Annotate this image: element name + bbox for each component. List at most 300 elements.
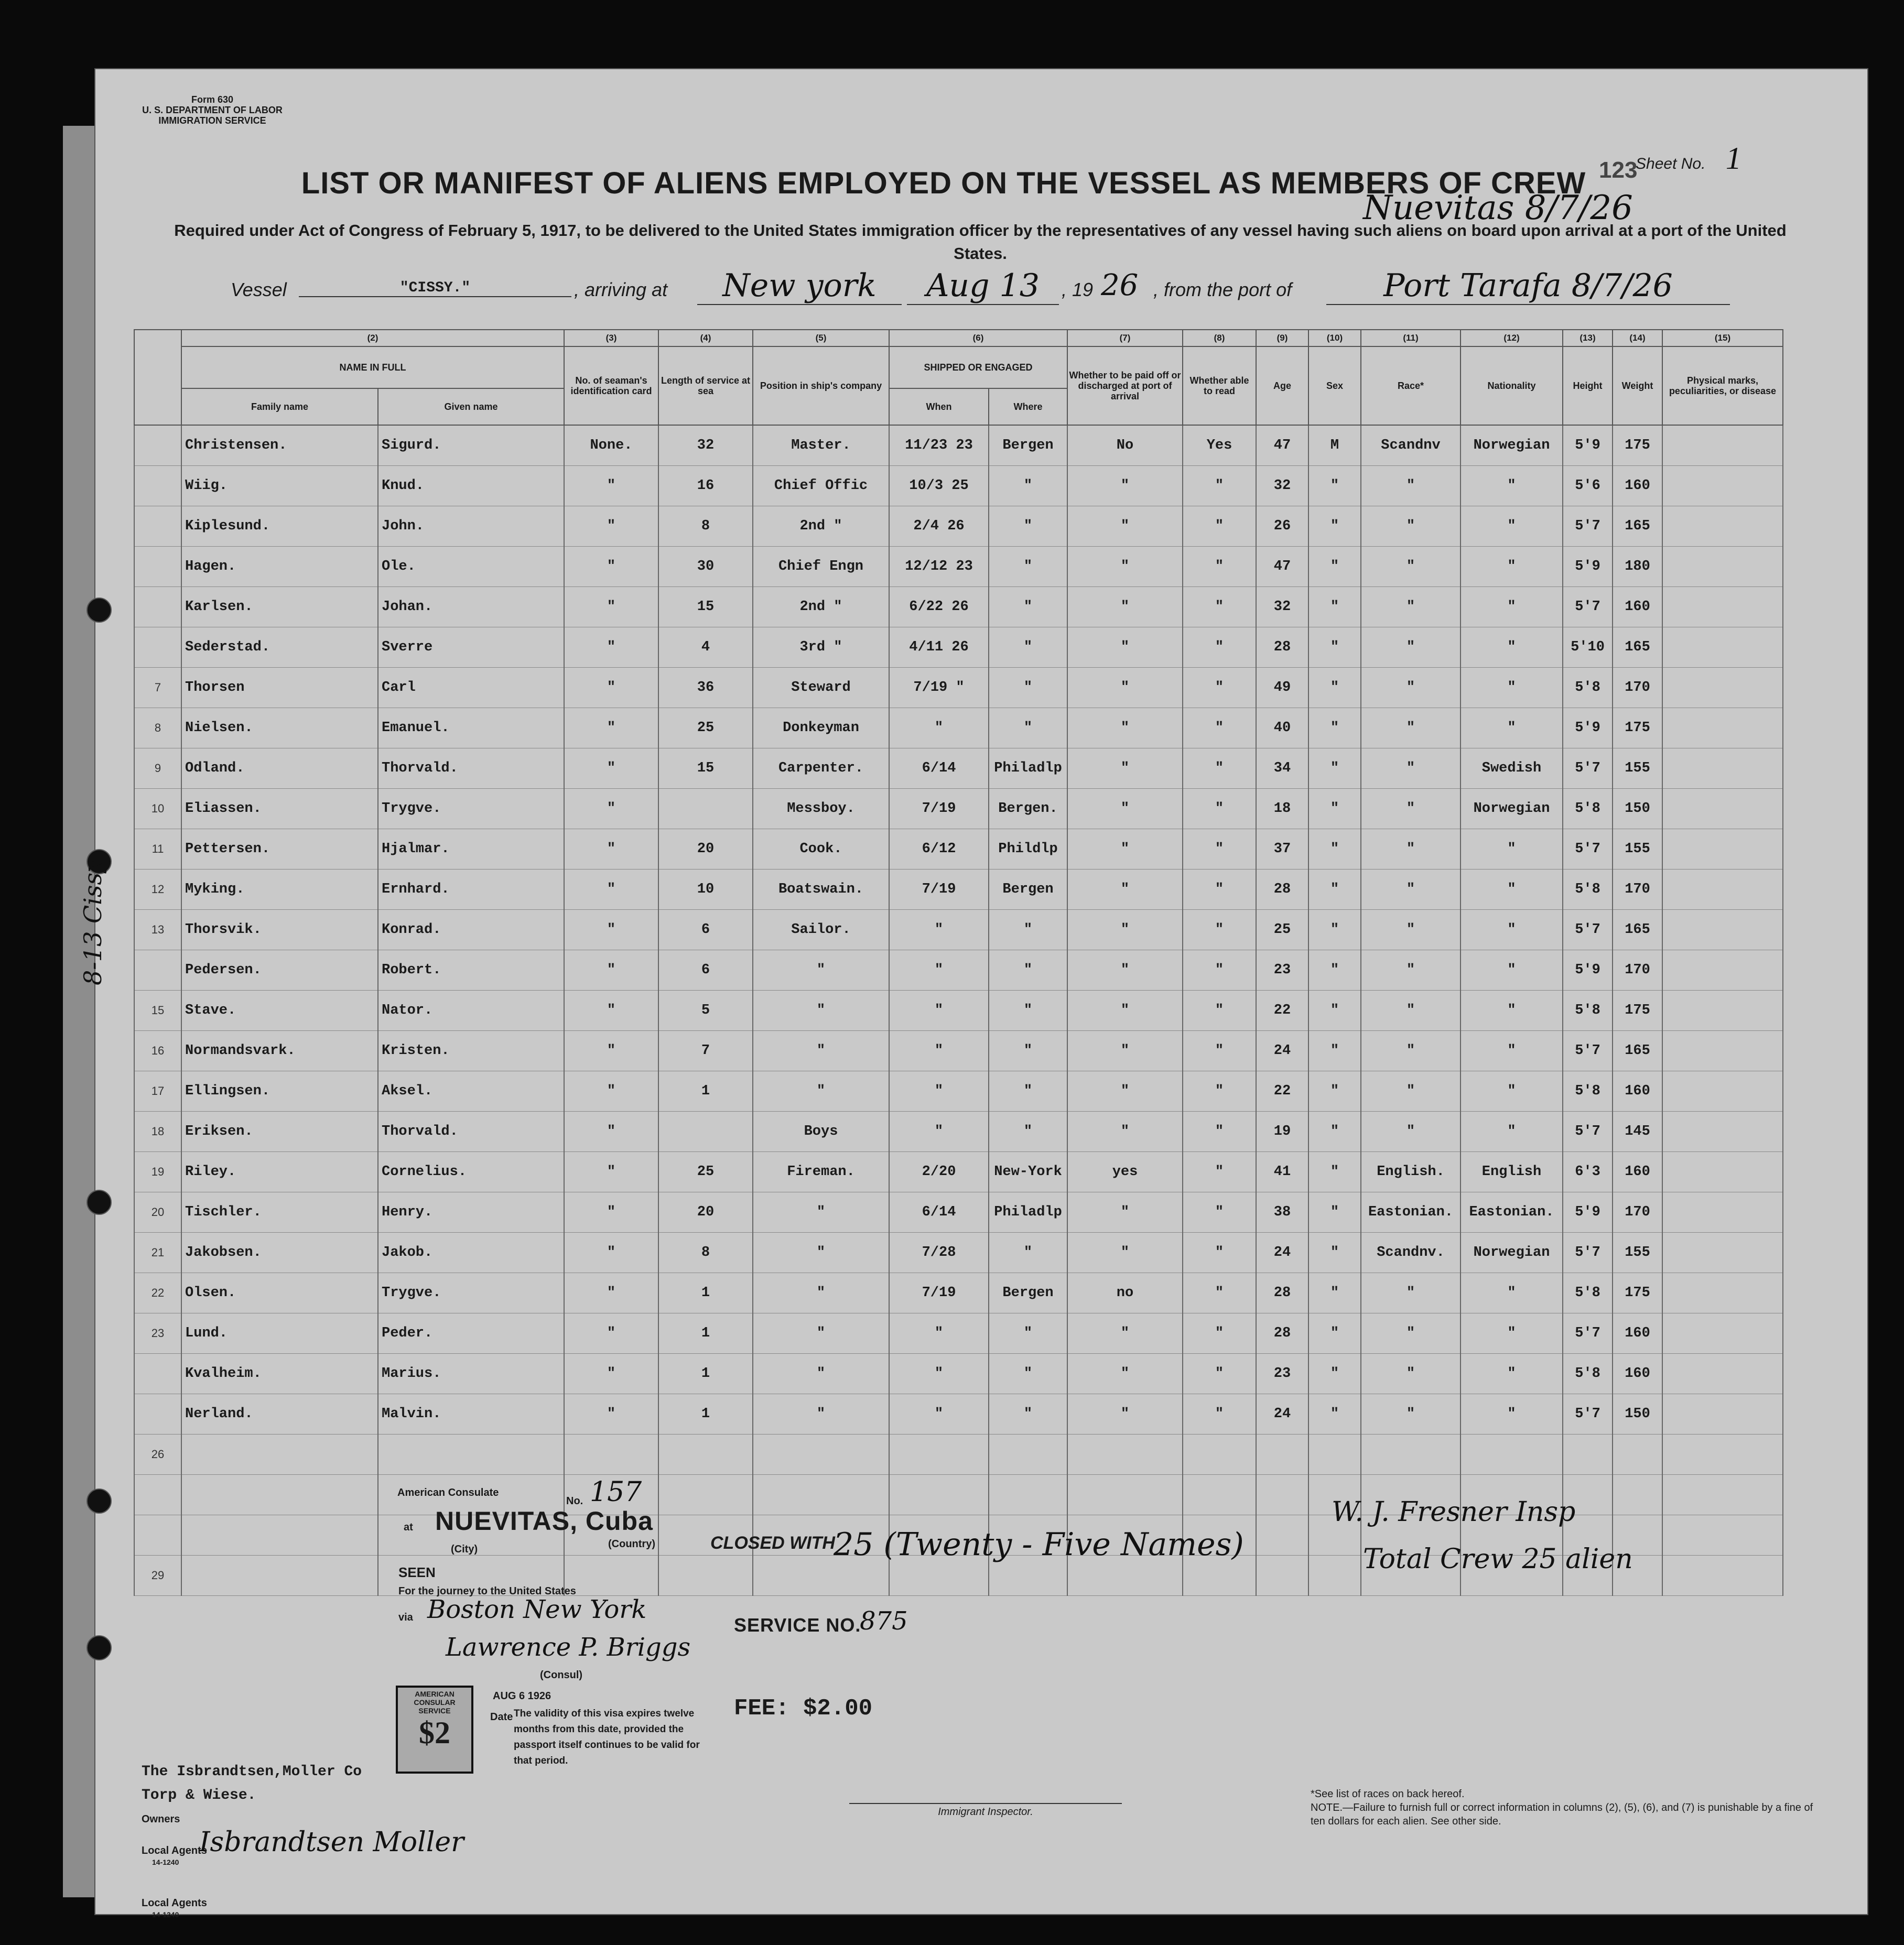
cell-physical — [1662, 1313, 1783, 1354]
fee-label: FEE: $2.00 — [734, 1696, 873, 1722]
side-annotation: 8-13 Cissy — [79, 859, 107, 985]
local-agents-label-1: Local Agents — [142, 1845, 207, 1856]
cell-card: " — [564, 829, 658, 870]
col-num-4: (4) — [658, 330, 753, 346]
cell-given: Kristen. — [378, 1031, 564, 1071]
table-row — [134, 950, 1783, 991]
table-row — [134, 1192, 1783, 1233]
cell-read: " — [1183, 1273, 1256, 1313]
cell-weight: 170 — [1613, 870, 1662, 910]
date-label: Date — [490, 1711, 513, 1723]
cell-read: " — [1183, 506, 1256, 547]
cell-family: Normandsvark. — [181, 1031, 378, 1071]
cell-when: " — [889, 1313, 989, 1354]
cell-where: Philadlp — [989, 1192, 1067, 1233]
table-row — [134, 506, 1783, 547]
cell-service: 7 — [658, 1031, 753, 1071]
cell-age: 47 — [1256, 547, 1308, 587]
col-num-8: (8) — [1183, 330, 1256, 346]
cell-paid: " — [1067, 466, 1183, 506]
table-row — [134, 789, 1783, 829]
fee-stamp-value: $2 — [419, 1715, 450, 1750]
cell-sex: " — [1308, 1031, 1361, 1071]
cell-given: Thorvald. — [378, 748, 564, 789]
cell-read: " — [1183, 950, 1256, 991]
cell-weight: 170 — [1613, 950, 1662, 991]
cell-when: 6/14 — [889, 748, 989, 789]
cell-when: 7/19 — [889, 870, 989, 910]
cell-where: " — [989, 991, 1067, 1031]
country-label: (Country) — [608, 1538, 655, 1550]
cell-read: " — [1183, 1354, 1256, 1394]
cell-paid — [1067, 1475, 1183, 1515]
cell-race: " — [1361, 668, 1461, 708]
cell-card: " — [564, 1313, 658, 1354]
cell-position: 3rd " — [753, 627, 889, 668]
cell-paid: " — [1067, 506, 1183, 547]
table-row — [134, 1233, 1783, 1273]
row-number: 16 — [134, 1031, 181, 1071]
cell-age: 24 — [1256, 1233, 1308, 1273]
cell-height: 5'7 — [1563, 829, 1613, 870]
cell-where — [989, 1435, 1067, 1475]
cell-when: " — [889, 1071, 989, 1112]
cell-height: 5'9 — [1563, 1192, 1613, 1233]
cell-age: 38 — [1256, 1192, 1308, 1233]
cell-weight: 145 — [1613, 1112, 1662, 1152]
cell-paid: " — [1067, 870, 1183, 910]
journey-label: For the journey to the United States — [398, 1585, 576, 1597]
cell-read: " — [1183, 1071, 1256, 1112]
via-value: Boston New York — [427, 1595, 647, 1624]
cell-age: 22 — [1256, 1071, 1308, 1112]
row-number: 22 — [134, 1273, 181, 1313]
cell-height: 5'8 — [1563, 668, 1613, 708]
cell-read: " — [1183, 1031, 1256, 1071]
cell-where: Bergen — [989, 425, 1067, 466]
cell-where: " — [989, 627, 1067, 668]
cell-read: " — [1183, 748, 1256, 789]
cell-given — [378, 1435, 564, 1475]
cell-given: Robert. — [378, 950, 564, 991]
cell-sex: " — [1308, 1354, 1361, 1394]
cell-height: 5'8 — [1563, 870, 1613, 910]
cell-physical — [1662, 1394, 1783, 1435]
cell-sex: " — [1308, 789, 1361, 829]
cell-height: 5'7 — [1563, 1394, 1613, 1435]
table-row — [134, 910, 1783, 950]
year-value: 26 — [1101, 268, 1139, 302]
seen-label: SEEN — [398, 1564, 436, 1580]
crew-table — [134, 329, 1783, 1596]
cell-position: " — [753, 1313, 889, 1354]
cell-height: 5'7 — [1563, 1313, 1613, 1354]
cell-sex: " — [1308, 1273, 1361, 1313]
cell-height: 6'3 — [1563, 1152, 1613, 1192]
cell-position: " — [753, 1071, 889, 1112]
cell-race: " — [1361, 748, 1461, 789]
cell-height: 5'9 — [1563, 547, 1613, 587]
cell-read: " — [1183, 1152, 1256, 1192]
cell-physical — [1662, 587, 1783, 627]
cell-read — [1183, 1435, 1256, 1475]
cell-when: 2/20 — [889, 1152, 989, 1192]
cell-age: 49 — [1256, 668, 1308, 708]
cell-read: " — [1183, 708, 1256, 748]
cell-sex: " — [1308, 1071, 1361, 1112]
row-number — [134, 506, 181, 547]
consul-date: AUG 6 1926 — [493, 1690, 551, 1702]
cell-when: " — [889, 910, 989, 950]
cell-nat: " — [1461, 587, 1563, 627]
cell-height: 5'10 — [1563, 627, 1613, 668]
cell-race: Scandnv. — [1361, 1233, 1461, 1273]
cell-race: " — [1361, 1112, 1461, 1152]
sex-header: Sex — [1308, 346, 1361, 425]
stamped-number: 123 — [1599, 157, 1638, 183]
table-row — [134, 1152, 1783, 1192]
cell-age: 34 — [1256, 748, 1308, 789]
cell-physical — [1662, 668, 1783, 708]
cell-age: 24 — [1256, 1394, 1308, 1435]
cell-race: " — [1361, 1071, 1461, 1112]
cell-weight: 180 — [1613, 547, 1662, 587]
cell-given: Sigurd. — [378, 425, 564, 466]
cell-physical — [1662, 829, 1783, 870]
position-header: Position in ship's company — [753, 346, 889, 425]
table-row — [134, 668, 1783, 708]
cell-position: " — [753, 1273, 889, 1313]
id-card-header: No. of seaman's identification card — [564, 346, 658, 425]
cell-position: " — [753, 950, 889, 991]
cell-when: 7/28 — [889, 1233, 989, 1273]
cell-service: 8 — [658, 506, 753, 547]
cell-height: 5'8 — [1563, 991, 1613, 1031]
cell-given: Peder. — [378, 1313, 564, 1354]
cell-weight: 170 — [1613, 668, 1662, 708]
cell-card: " — [564, 547, 658, 587]
form-identifier — [134, 94, 291, 126]
cell-nat: Norwegian — [1461, 1233, 1563, 1273]
row-number — [134, 547, 181, 587]
row-number: 15 — [134, 991, 181, 1031]
where-header: Where — [989, 388, 1067, 425]
cell-weight: 165 — [1613, 627, 1662, 668]
cell-when: 10/3 25 — [889, 466, 989, 506]
cell-family: Karlsen. — [181, 587, 378, 627]
cell-race: " — [1361, 627, 1461, 668]
cell-physical — [1662, 1112, 1783, 1152]
cell-family: Myking. — [181, 870, 378, 910]
consulate-no-label: No. — [566, 1495, 583, 1507]
cell-given: Ole. — [378, 547, 564, 587]
cell-where: Philadlp — [989, 748, 1067, 789]
row-number — [134, 627, 181, 668]
able-read-header: Whether able to read — [1183, 346, 1256, 425]
cell-position: " — [753, 1394, 889, 1435]
table-row — [134, 1031, 1783, 1071]
cell-family: Eliassen. — [181, 789, 378, 829]
punch-hole — [86, 1488, 112, 1514]
cell-where: " — [989, 1031, 1067, 1071]
cell-height: 5'9 — [1563, 950, 1613, 991]
cell-weight: 175 — [1613, 708, 1662, 748]
cell-card: " — [564, 1354, 658, 1394]
cell-sex: " — [1308, 1152, 1361, 1192]
department-name: U. S. DEPARTMENT OF LABOR — [142, 105, 283, 115]
cell-position: Chief Offic — [753, 466, 889, 506]
cell-position: " — [753, 1192, 889, 1233]
cell-physical — [1662, 506, 1783, 547]
col-num-6: (6) — [889, 330, 1067, 346]
cell-given: Carl — [378, 668, 564, 708]
cell-read: " — [1183, 466, 1256, 506]
cell-sex: " — [1308, 587, 1361, 627]
cell-race: " — [1361, 708, 1461, 748]
cell-family — [181, 1556, 378, 1596]
cell-service: 10 — [658, 870, 753, 910]
cell-position: Donkeyman — [753, 708, 889, 748]
cell-sex: " — [1308, 1394, 1361, 1435]
cell-service: 16 — [658, 466, 753, 506]
cell-paid: " — [1067, 1031, 1183, 1071]
sheet-value: 1 — [1725, 141, 1741, 176]
cell-position: Boatswain. — [753, 870, 889, 910]
cell-race: English. — [1361, 1152, 1461, 1192]
cell-nat: " — [1461, 1394, 1563, 1435]
footnote-penalty: NOTE.—Failure to furnish full or correct information in columns (2), (5), (6), and (7) is punishable by a fine of ten dollars for each alien. See other side. — [1311, 1802, 1813, 1827]
row-number: 7 — [134, 668, 181, 708]
row-number: 18 — [134, 1112, 181, 1152]
cell-position: " — [753, 1233, 889, 1273]
cell-card: " — [564, 708, 658, 748]
cell-position: Chief Engn — [753, 547, 889, 587]
cell-family — [181, 1475, 378, 1515]
cell-family: Jakobsen. — [181, 1233, 378, 1273]
age-header: Age — [1256, 346, 1308, 425]
form-code-2: 14-1240 — [152, 1910, 179, 1919]
cell-physical — [1662, 1152, 1783, 1192]
table-row — [134, 991, 1783, 1031]
cell-nat: Norwegian — [1461, 425, 1563, 466]
footnote — [1311, 1787, 1814, 1828]
cell-family: Sederstad. — [181, 627, 378, 668]
cell-age: 41 — [1256, 1152, 1308, 1192]
cell-when: 2/4 26 — [889, 506, 989, 547]
cell-read: " — [1183, 991, 1256, 1031]
cell-when — [889, 1435, 989, 1475]
cell-when: " — [889, 1031, 989, 1071]
cell-family: Thorsen — [181, 668, 378, 708]
cell-physical — [1662, 789, 1783, 829]
cell-family: Olsen. — [181, 1273, 378, 1313]
cell-card: " — [564, 1071, 658, 1112]
cell-nat: " — [1461, 1354, 1563, 1394]
cell-family — [181, 1435, 378, 1475]
owners-label: Owners — [142, 1813, 180, 1825]
table-row — [134, 1313, 1783, 1354]
cell-when: 6/14 — [889, 1192, 989, 1233]
nationality-header: Nationality — [1461, 346, 1563, 425]
cell-read — [1183, 1475, 1256, 1515]
cell-weight: 160 — [1613, 587, 1662, 627]
cell-nat: " — [1461, 829, 1563, 870]
cell-sex: " — [1308, 829, 1361, 870]
row-number: 17 — [134, 1071, 181, 1112]
cell-service: 15 — [658, 748, 753, 789]
cell-nat: " — [1461, 991, 1563, 1031]
cell-height: 5'7 — [1563, 748, 1613, 789]
owner-line-2: Torp & Wiese. — [142, 1787, 256, 1803]
cell-race: " — [1361, 587, 1461, 627]
cell-weight: 155 — [1613, 829, 1662, 870]
cell-service: 8 — [658, 1233, 753, 1273]
cell-paid: " — [1067, 1354, 1183, 1394]
column-number-row — [134, 330, 1783, 346]
cell-nat: " — [1461, 1071, 1563, 1112]
cell-weight: 160 — [1613, 1152, 1662, 1192]
cell-sex: " — [1308, 708, 1361, 748]
cell-family: Riley. — [181, 1152, 378, 1192]
cell-family: Wiig. — [181, 466, 378, 506]
cell-family: Stave. — [181, 991, 378, 1031]
cell-physical — [1662, 1233, 1783, 1273]
cell-weight: 155 — [1613, 1233, 1662, 1273]
cell-weight: 150 — [1613, 789, 1662, 829]
arriving-port: New york — [697, 267, 902, 305]
vessel-label: Vessel — [231, 279, 287, 300]
cell-race: " — [1361, 1354, 1461, 1394]
cell-position: Steward — [753, 668, 889, 708]
cell-weight: 165 — [1613, 506, 1662, 547]
punch-hole — [86, 1635, 112, 1660]
cell-nat: " — [1461, 627, 1563, 668]
cell-paid: no — [1067, 1273, 1183, 1313]
from-port: Port Tarafa 8/7/26 — [1326, 267, 1730, 305]
cell-nat: " — [1461, 910, 1563, 950]
cell-service: 20 — [658, 1192, 753, 1233]
cell-given: Thorvald. — [378, 1112, 564, 1152]
arriving-date: Aug 13 — [907, 267, 1059, 305]
cell-sex: " — [1308, 748, 1361, 789]
cell-where: " — [989, 587, 1067, 627]
cell-age: 23 — [1256, 950, 1308, 991]
cell-when: 4/11 26 — [889, 627, 989, 668]
cell-race: " — [1361, 1273, 1461, 1313]
row-number — [134, 1515, 181, 1556]
cell-paid: yes — [1067, 1152, 1183, 1192]
cell-paid: " — [1067, 1394, 1183, 1435]
cell-race: " — [1361, 910, 1461, 950]
cell-physical — [1662, 627, 1783, 668]
cell-paid: " — [1067, 1192, 1183, 1233]
arriving-label: , arriving at — [574, 279, 668, 300]
col-num-11: (11) — [1361, 330, 1461, 346]
cell-card: " — [564, 466, 658, 506]
cell-position: Messboy. — [753, 789, 889, 829]
cell-given: Trygve. — [378, 789, 564, 829]
cell-age: 47 — [1256, 425, 1308, 466]
row-number: 26 — [134, 1435, 181, 1475]
from-label: , from the port of — [1153, 279, 1292, 300]
cell-nat: " — [1461, 1273, 1563, 1313]
cell-race: " — [1361, 950, 1461, 991]
cell-paid: No — [1067, 425, 1183, 466]
cell-race: " — [1361, 1313, 1461, 1354]
cell-weight: 155 — [1613, 748, 1662, 789]
cell-where: " — [989, 910, 1067, 950]
cell-card: " — [564, 789, 658, 829]
cell-position: Sailor. — [753, 910, 889, 950]
closed-label: CLOSED WITH — [710, 1533, 835, 1553]
cell-age: 25 — [1256, 910, 1308, 950]
cell-age: 28 — [1256, 627, 1308, 668]
cell-card: " — [564, 1233, 658, 1273]
cell-race: " — [1361, 870, 1461, 910]
cell-where: Bergen — [989, 870, 1067, 910]
cell-height: 5'7 — [1563, 506, 1613, 547]
consulate-label: American Consulate — [397, 1487, 499, 1498]
cell-when: " — [889, 1354, 989, 1394]
cell-age: 32 — [1256, 587, 1308, 627]
cell-read: Yes — [1183, 425, 1256, 466]
form-code-1: 14-1240 — [152, 1858, 179, 1866]
family-name-header: Family name — [181, 388, 378, 425]
cell-age — [1256, 1435, 1308, 1475]
cell-race: " — [1361, 547, 1461, 587]
cell-nat: Swedish — [1461, 748, 1563, 789]
cell-physical — [1662, 870, 1783, 910]
cell-sex: " — [1308, 1112, 1361, 1152]
cell-service: 1 — [658, 1394, 753, 1435]
cell-height: 5'8 — [1563, 1071, 1613, 1112]
cell-service: 25 — [658, 1152, 753, 1192]
vessel-line — [231, 267, 1730, 309]
col-num-2: (2) — [181, 330, 564, 346]
cell-nat: " — [1461, 1313, 1563, 1354]
cell-card: " — [564, 1394, 658, 1435]
table-row — [134, 1354, 1783, 1394]
cell-nat: " — [1461, 708, 1563, 748]
cell-weight — [1613, 1435, 1662, 1475]
cell-card: " — [564, 870, 658, 910]
cell-family: Nielsen. — [181, 708, 378, 748]
cell-paid: " — [1067, 910, 1183, 950]
col-num-7: (7) — [1067, 330, 1183, 346]
cell-race: " — [1361, 991, 1461, 1031]
cell-race: Scandnv — [1361, 425, 1461, 466]
cell-service — [658, 789, 753, 829]
cell-height: 5'7 — [1563, 1031, 1613, 1071]
cell-when: 6/12 — [889, 829, 989, 870]
cell-where: " — [989, 466, 1067, 506]
service-no-label: SERVICE NO. — [734, 1614, 861, 1636]
cell-age: 28 — [1256, 1313, 1308, 1354]
length-service-header: Length of service at sea — [658, 346, 753, 425]
cell-card: " — [564, 1273, 658, 1313]
footnote-races: *See list of races on back hereof. — [1311, 1788, 1465, 1800]
row-number — [134, 466, 181, 506]
immigrant-inspector-line: Immigrant Inspector. — [849, 1803, 1122, 1818]
cell-family: Christensen. — [181, 425, 378, 466]
cell-nat: " — [1461, 870, 1563, 910]
cell-weight: 165 — [1613, 910, 1662, 950]
col-num-13: (13) — [1563, 330, 1613, 346]
table-row — [134, 870, 1783, 910]
col-num-3: (3) — [564, 330, 658, 346]
cell-age: 32 — [1256, 466, 1308, 506]
cell-paid: " — [1067, 627, 1183, 668]
